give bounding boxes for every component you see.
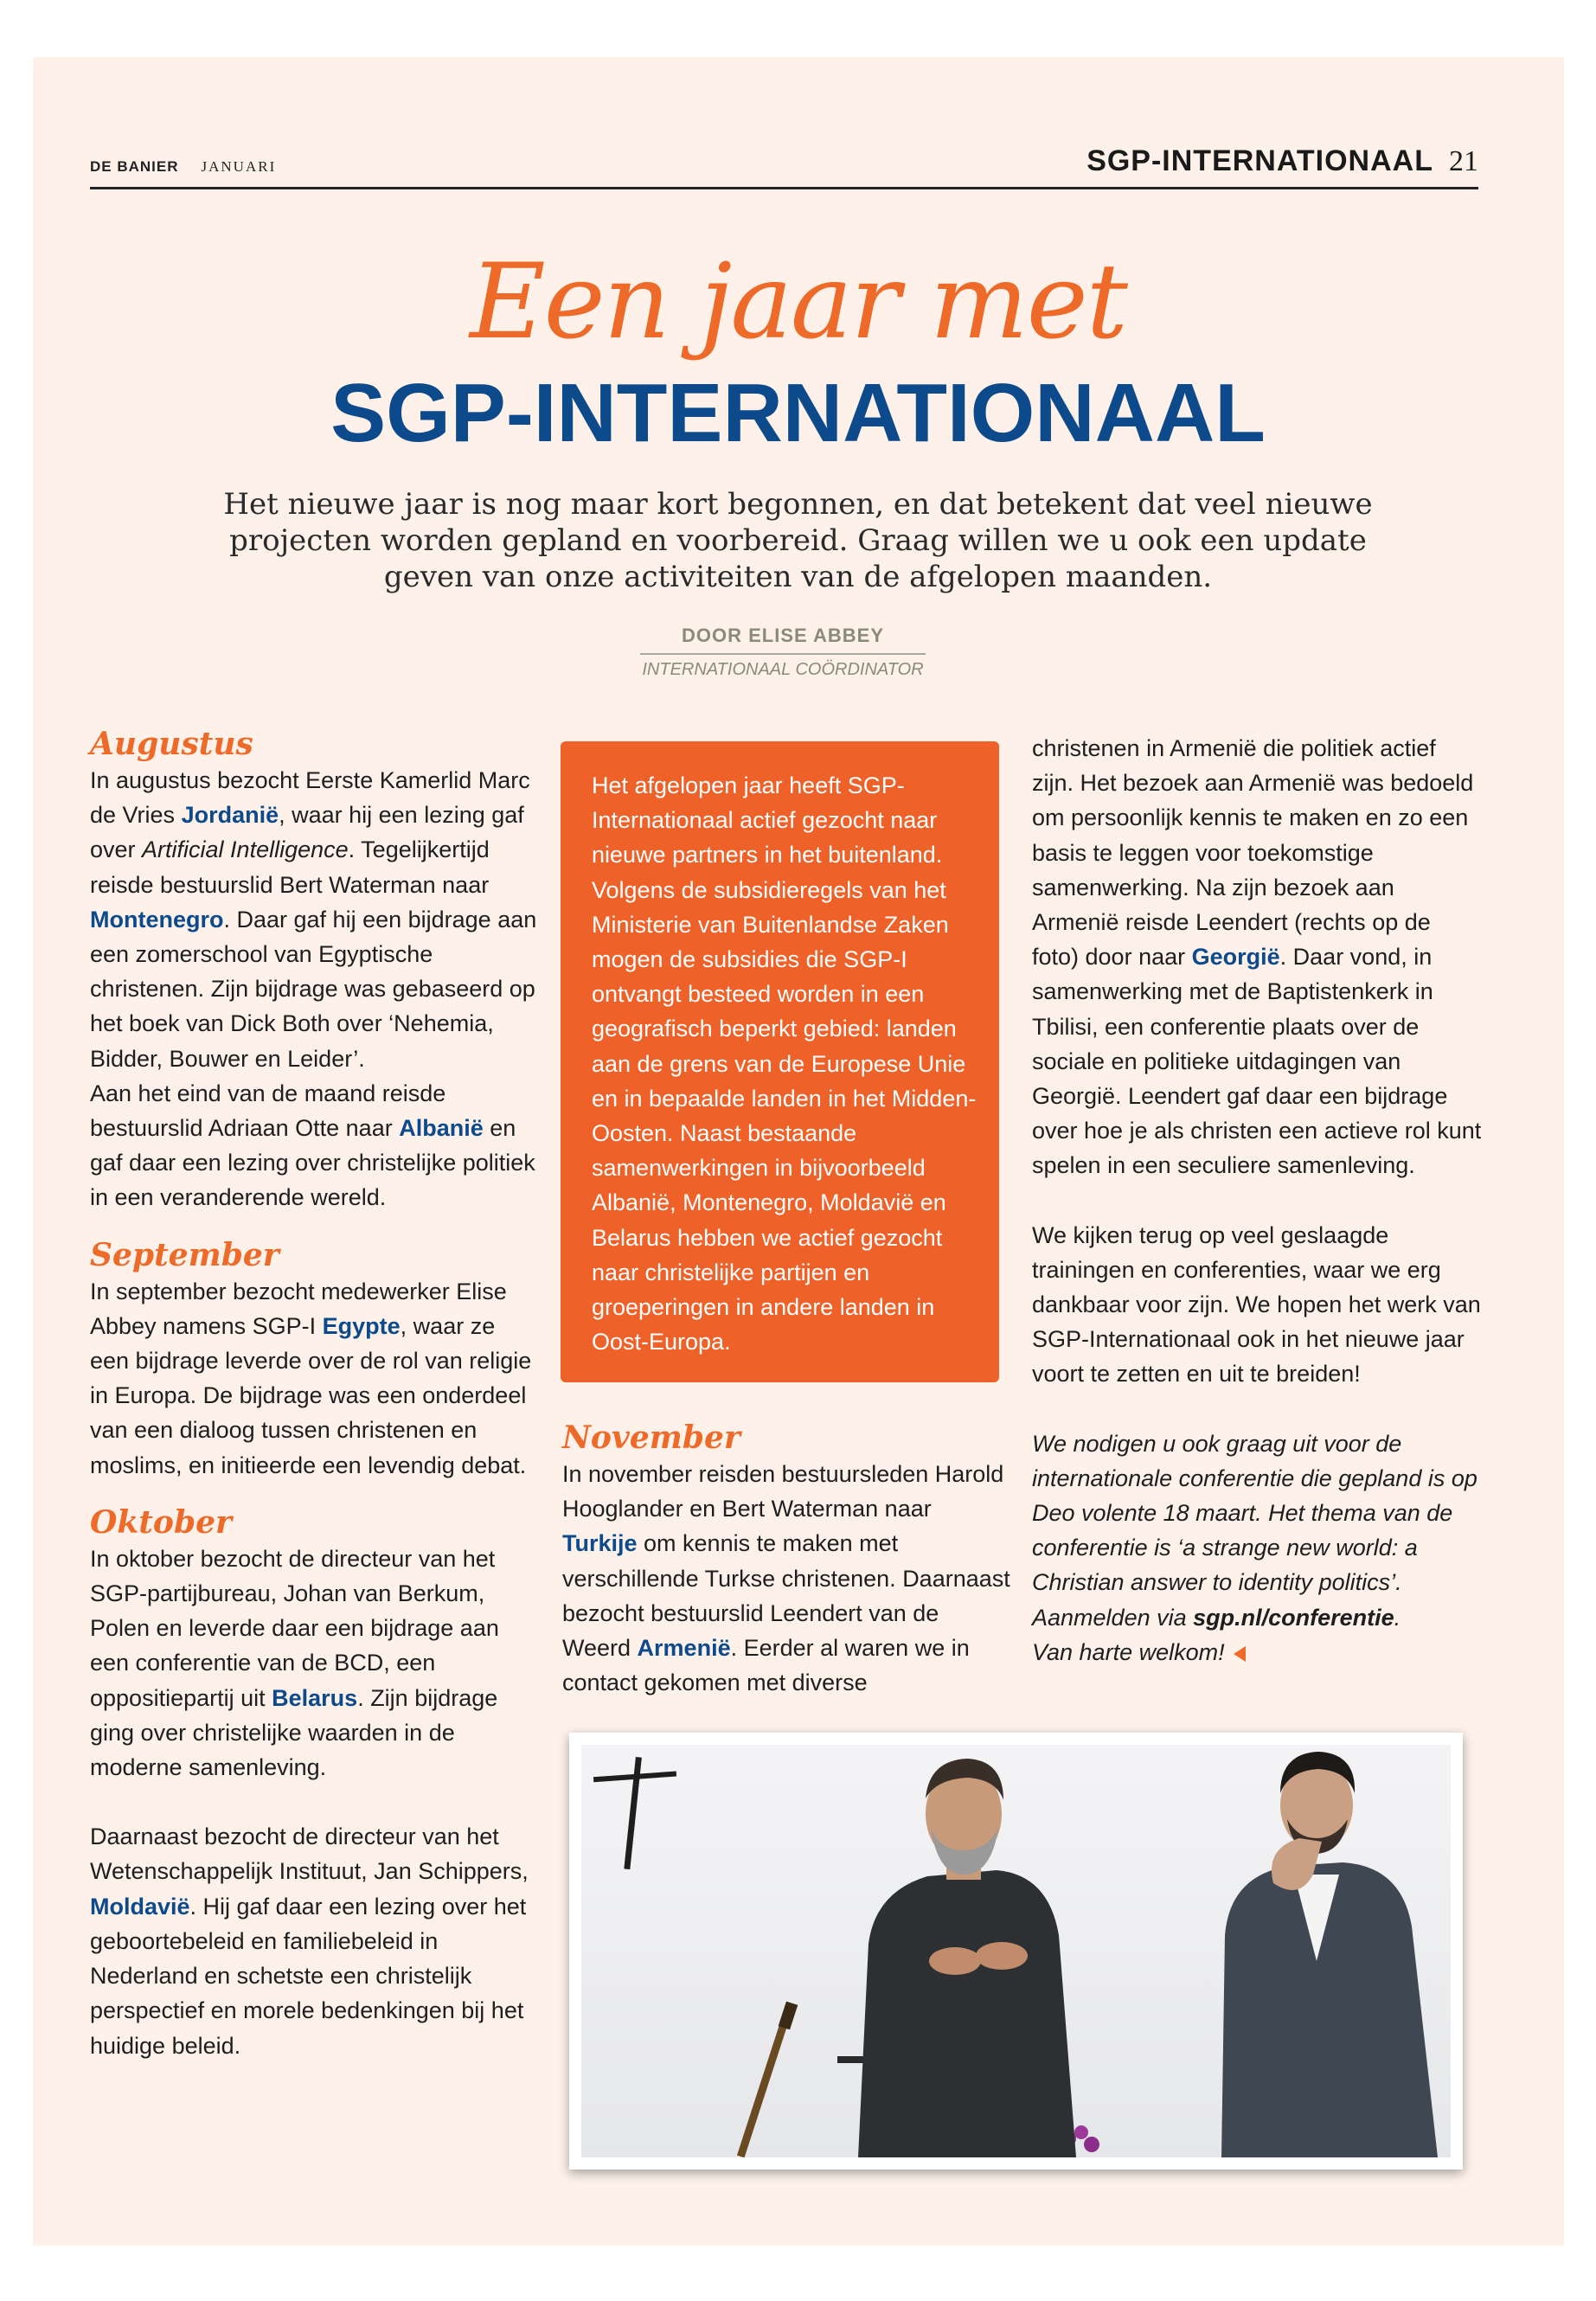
byline-author: DOOR ELISE ABBEY [682, 625, 884, 646]
country-albanie: Albanië [399, 1115, 484, 1142]
column-right [1032, 731, 1482, 1670]
conference-photo [581, 1745, 1451, 2157]
paragraph-augustus-1: In augustus bezocht Eerste Kamerlid Marc de Vries Jordanië, waar hij een lezing gaf over Artificial Intelligence. Tegelijkertijd reisde bestuurslid Bert Waterman naar Montenegro. Daar gaf hij een bijdrage aan een zomerschool van Egyptische christenen. Zijn bijdrage was gebaseerd op het boek van Dick Both over ‘Nehemia, Bidder, Bouwer en Leider’. [90, 767, 537, 1072]
heading-oktober: Oktober [90, 1503, 232, 1541]
paragraph-continued-1: christenen in Armenië die politiek actief zijn. Het bezoek aan Armenië was bedoeld om persoonlijk kennis te maken en zo een basis te leggen voor toekomstige samenwerking. Na zijn bezoek aan Armenië reisde Leendert (rechts op de foto) door naar Georgië. Daar vond, in samenwerking met de Baptistenkerk in Tbilisi, een conferentie plaats over de sociale en politieke uitdagingen van Georgië. Leendert gaf daar een bijdrage over hoe je als christen een actieve rol kunt spelen in een seculiere samenleving. [1032, 735, 1482, 1179]
highlight-box-text: Het afgelopen jaar heeft SGP-Internationaal actief gezocht naar nieuwe partners in het buitenland. Volgens de subsidieregels van het Ministerie van Buitenlandse Zaken mogen de subsidies die SGP-I ontvangt besteed worden in een geografisch beperkt gebied: landen aan de grens van de Europese Unie en in bepaalde landen in het Midden-Oosten. Naast bestaande samenwerkingen in bijvoorbeeld Albanië, Montenegro, Moldavië en Belarus hebben we actief gezocht naar christelijke partijen en groeperingen in andere landen in Oost-Europa. [592, 772, 977, 1356]
topic-ai: Artificial Intelligence [142, 836, 349, 863]
highlight-box [561, 741, 999, 1382]
photo-frame [569, 1733, 1463, 2170]
page-number: 21 [1449, 145, 1478, 177]
paragraph-november: In november reisden bestuursleden Harold Hooglander en Bert Waterman naar Turkije om kennis te maken met verschillende Turkse christenen. Daarnaast bezocht bestuurslid Leendert van de Weerd Armenië. Eerder al waren we in contact gekomen met diverse [562, 1461, 1010, 1696]
paragraph-invitation: We nodigen u ook graag uit voor de internationale conferentie die gepland is op Deo volente 18 maart. Het thema van de conferentie is ‘a strange new world: a Christian answer to identity politics’. Aanmelden via sgp.nl/conferentie. Van harte welkom! [1032, 1430, 1477, 1665]
heading-augustus: Augustus [90, 726, 253, 762]
country-georgie: Georgië [1191, 944, 1280, 971]
title-script-line: Een jaar met [470, 242, 1126, 362]
paragraph-continued-2: We kijken terug op veel geslaagde trainingen en conferenties, waar we erg dankbaar voor zijn. We hopen het werk van SGP-Internationaal ook in het nieuwe jaar voort te zetten en uit te breiden! [1032, 1221, 1481, 1388]
paragraph-september: In september bezocht medewerker Elise Abbey namens SGP-I Egypte, waar ze een bijdrage leverde over de rol van religie in Europa. De bijdrage was een onderdeel van een dialoog tussen christenen en moslims, en initieerde een levendig debat. [90, 1278, 532, 1478]
heading-september: September [90, 1236, 279, 1273]
column-middle [562, 1419, 1012, 1700]
lead-paragraph: Het nieuwe jaar is nog maar kort begonnen, en dat betekent dat veel nieuwe projecten worden gepland en voorbereid. Graag willen we u ook een update geven van onze activiteiten van de afgelopen maanden. [223, 487, 1373, 594]
section-name: SGP-INTERNATIONAAL [1086, 144, 1433, 177]
end-mark-icon [1234, 1646, 1246, 1662]
conference-link[interactable]: sgp.nl/conferentie [1193, 1604, 1394, 1631]
paragraph-oktober-2: Daarnaast bezocht de directeur van het Wetenschappelijk Instituut, Jan Schippers, Moldavië. Hij gaf daar een lezing over het geboortebeleid en familiebeleid in Nederland en schetste een christelijk perspectief en morele bedenkingen bij het huidige beleid. [90, 1823, 529, 2059]
country-jordanie: Jordanië [181, 802, 279, 829]
byline-divider [640, 653, 926, 655]
running-header-left [90, 158, 276, 176]
heading-november: November [562, 1420, 740, 1456]
country-egypte: Egypte [322, 1312, 401, 1339]
country-turkije: Turkije [562, 1530, 638, 1557]
title-main-line: SGP-INTERNATIONAAL [330, 367, 1266, 459]
country-belarus: Belarus [272, 1684, 358, 1711]
running-header-right [1086, 144, 1478, 178]
country-armenie: Armenië [637, 1635, 731, 1662]
paragraph-oktober-1: In oktober bezocht de directeur van het SGP-partijbureau, Johan van Berkum, Polen en leverde daar een bijdrage aan een conferentie van de BCD, een oppositiepartij uit Belarus. Zijn bijdrage ging over christelijke waarden in de moderne samenleving. [90, 1545, 499, 1781]
publication-name: DE BANIER [90, 158, 179, 175]
country-montenegro: Montenegro [90, 906, 224, 933]
country-moldavie: Moldavië [90, 1893, 190, 1920]
issue-month: JANUARI [201, 158, 277, 175]
column-left [90, 725, 540, 2063]
byline-role: INTERNATIONAAL COÖRDINATOR [642, 660, 924, 679]
header-divider [90, 187, 1478, 189]
paragraph-augustus-2: Aan het eind van de maand reisde bestuurslid Adriaan Otte naar Albanië en gaf daar een lezing over christelijke politiek in een veranderende wereld. [90, 1080, 535, 1211]
